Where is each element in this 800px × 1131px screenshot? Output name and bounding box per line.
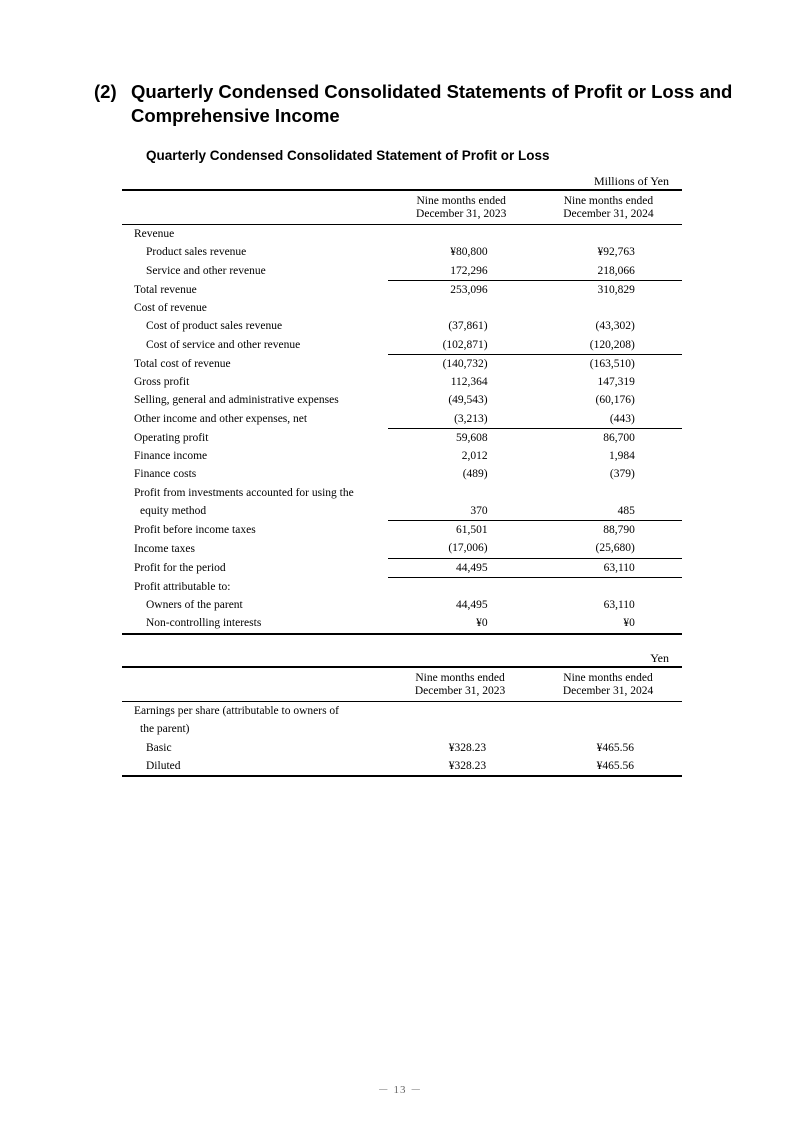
table-row xyxy=(122,614,682,633)
value-2023-text: (37,861) xyxy=(448,320,488,333)
value-2023 xyxy=(388,299,535,317)
value-2024-text: ¥465.56 xyxy=(596,759,635,772)
row-label: Basic xyxy=(146,741,172,754)
value-2024 xyxy=(535,225,682,244)
value-2023-text: (17,006) xyxy=(448,542,488,555)
value-2023-text: 2,012 xyxy=(461,450,488,463)
row-label: equity method xyxy=(140,505,207,518)
value-2024 xyxy=(535,428,682,447)
value-2023 xyxy=(388,447,535,465)
value-2023-text: (140,732) xyxy=(442,357,488,370)
statement-title: Quarterly Condensed Consolidated Statement of Profit or Loss xyxy=(146,148,550,163)
row-label: Gross profit xyxy=(134,376,190,389)
row-label: Diluted xyxy=(122,757,386,776)
table-row xyxy=(122,702,682,721)
value-2023-text: 44,495 xyxy=(456,599,488,612)
value-2024-text: (120,208) xyxy=(589,338,635,351)
value-2024-text: (25,680) xyxy=(595,542,635,555)
value-2024-text: (60,176) xyxy=(595,394,635,407)
value-2024 xyxy=(535,280,682,299)
value-2023 xyxy=(388,225,535,244)
row-label: Non-controlling interests xyxy=(122,614,388,633)
table-row xyxy=(122,373,682,391)
value-2024 xyxy=(535,391,682,409)
value-2023 xyxy=(388,317,535,335)
table-row xyxy=(122,502,682,521)
value-2023-text: 44,495 xyxy=(456,561,488,574)
value-2023 xyxy=(388,262,535,281)
value-2023 xyxy=(386,720,534,738)
table-row xyxy=(122,317,682,335)
table-header-row xyxy=(122,190,682,225)
value-2023 xyxy=(388,614,535,633)
row-label: Profit from investments accounted for using the xyxy=(134,486,354,499)
value-2023-text: 370 xyxy=(470,504,488,517)
value-2023-text: (489) xyxy=(462,468,488,481)
value-2024 xyxy=(535,502,682,521)
header-blank xyxy=(122,190,388,225)
value-2024 xyxy=(534,757,682,776)
value-2023 xyxy=(386,757,534,776)
value-2023-text: ¥0 xyxy=(476,617,488,630)
row-label: Finance costs xyxy=(134,468,197,481)
value-2024-text: (379) xyxy=(609,468,635,481)
table-row xyxy=(122,280,682,299)
value-2024-text: 88,790 xyxy=(603,524,635,537)
value-2024-text: (443) xyxy=(609,412,635,425)
value-2024 xyxy=(535,539,682,558)
value-2023 xyxy=(388,465,535,483)
row-label: Other income and other expenses, net xyxy=(134,412,308,425)
row-label: Earnings per share (attributable to owners of xyxy=(134,705,340,718)
table-row xyxy=(122,577,682,596)
value-2024 xyxy=(535,317,682,335)
value-2023 xyxy=(388,484,535,502)
row-label: Selling, general and administrative expenses xyxy=(134,394,339,407)
value-2024 xyxy=(535,596,682,614)
value-2024 xyxy=(534,702,682,721)
row-label: Cost of product sales revenue xyxy=(146,320,283,333)
value-2024 xyxy=(535,614,682,633)
row-label: the parent) xyxy=(140,723,190,736)
table-row xyxy=(122,410,682,429)
column-header-2023: Nine months ended December 31, 2023 xyxy=(388,190,535,225)
eps-unit-label: Yen xyxy=(650,651,669,665)
header-blank xyxy=(122,667,386,702)
value-2023 xyxy=(388,521,535,540)
column-header-2024: Nine months ended December 31, 2024 xyxy=(534,667,682,702)
value-2024 xyxy=(535,465,682,483)
table-row xyxy=(122,465,682,483)
eps-table xyxy=(122,666,682,777)
value-2024-text: ¥92,763 xyxy=(597,246,635,259)
row-label: Profit for the period xyxy=(134,561,226,574)
value-2024-text: (43,302) xyxy=(595,320,635,333)
value-2024-text: 1,984 xyxy=(608,450,635,463)
value-2024 xyxy=(535,447,682,465)
table-row xyxy=(122,354,682,373)
value-2023 xyxy=(388,243,535,261)
value-2023-text: 172,296 xyxy=(450,264,488,277)
section-number: (2) xyxy=(94,81,117,102)
value-2023 xyxy=(386,739,534,757)
value-2023-text: ¥328.23 xyxy=(448,741,487,754)
value-2023 xyxy=(388,539,535,558)
value-2023 xyxy=(388,558,535,577)
row-label: Profit before income taxes xyxy=(134,523,256,536)
value-2024-text: 218,066 xyxy=(597,264,635,277)
row-label: Operating profit xyxy=(134,431,209,444)
column-header-2024: Nine months ended December 31, 2024 xyxy=(535,190,682,225)
table-row xyxy=(122,428,682,447)
value-2024 xyxy=(534,720,682,738)
row-label: Profit attributable to: xyxy=(134,580,231,593)
row-label: Finance income xyxy=(134,450,208,463)
table-row xyxy=(122,336,682,355)
profit-loss-table xyxy=(122,189,682,635)
row-label: Product sales revenue xyxy=(146,246,247,259)
table-row xyxy=(122,739,682,757)
table-row xyxy=(122,447,682,465)
value-2024-text: 63,110 xyxy=(603,561,635,574)
value-2023 xyxy=(388,577,535,596)
row-label: Owners of the parent xyxy=(146,599,243,612)
value-2023 xyxy=(386,702,534,721)
column-header-2023: Nine months ended December 31, 2023 xyxy=(386,667,534,702)
value-2023-text: (102,871) xyxy=(442,338,488,351)
value-2024 xyxy=(534,739,682,757)
table-row xyxy=(122,299,682,317)
value-2024 xyxy=(535,410,682,429)
table-row xyxy=(122,262,682,281)
value-2024 xyxy=(535,521,682,540)
value-2024-text: 86,700 xyxy=(603,431,635,444)
value-2023-text: (49,543) xyxy=(448,394,488,407)
value-2023 xyxy=(388,336,535,355)
table-row xyxy=(122,484,682,502)
table-row xyxy=(122,757,682,776)
table-header-row xyxy=(122,667,682,702)
page-number: － 13 － xyxy=(377,1084,423,1096)
table-row xyxy=(122,225,682,244)
value-2024 xyxy=(535,484,682,502)
table-row xyxy=(122,243,682,261)
row-label: Cost of revenue xyxy=(134,302,207,315)
value-2023 xyxy=(388,354,535,373)
value-2023-text: 253,096 xyxy=(450,283,488,296)
row-label: Total revenue xyxy=(134,283,197,296)
value-2023 xyxy=(388,280,535,299)
row-label: Service and other revenue xyxy=(146,264,266,277)
value-2023-text: ¥80,800 xyxy=(450,246,488,259)
value-2024 xyxy=(535,558,682,577)
table-row xyxy=(122,596,682,614)
value-2024 xyxy=(535,336,682,355)
value-2023 xyxy=(388,502,535,521)
value-2024 xyxy=(535,262,682,281)
value-2024 xyxy=(535,354,682,373)
value-2024 xyxy=(535,577,682,596)
value-2023 xyxy=(388,391,535,409)
value-2023 xyxy=(388,373,535,391)
value-2024-text: 310,829 xyxy=(597,283,635,296)
value-2024 xyxy=(535,373,682,391)
table-row xyxy=(122,720,682,738)
row-label: Revenue xyxy=(134,228,175,241)
table-row xyxy=(122,558,682,577)
value-2024-text: 485 xyxy=(617,504,635,517)
value-2024 xyxy=(535,243,682,261)
value-2024-text: (163,510) xyxy=(589,357,635,370)
unit-label: Millions of Yen xyxy=(593,174,669,188)
value-2024 xyxy=(535,299,682,317)
value-2024-text: ¥465.56 xyxy=(596,741,635,754)
value-2023 xyxy=(388,596,535,614)
value-2023-text: 59,608 xyxy=(456,431,488,444)
value-2024-text: ¥0 xyxy=(623,617,635,630)
value-2024-text: 63,110 xyxy=(603,599,635,612)
row-label: Income taxes xyxy=(134,542,195,555)
table-row xyxy=(122,521,682,540)
row-label: Total cost of revenue xyxy=(134,357,231,370)
value-2023-text: 112,364 xyxy=(450,376,488,389)
value-2023 xyxy=(388,428,535,447)
table-row xyxy=(122,539,682,558)
value-2023 xyxy=(388,410,535,429)
value-2023-text: ¥328.23 xyxy=(448,759,487,772)
table-row xyxy=(122,391,682,409)
value-2023-text: (3,213) xyxy=(454,412,488,425)
section-title: Quarterly Condensed Consolidated Statements of Profit or Loss and Comprehensive Income xyxy=(131,81,733,126)
value-2024-text: 147,319 xyxy=(597,376,635,389)
row-label: Cost of service and other revenue xyxy=(146,338,301,351)
value-2023-text: 61,501 xyxy=(456,524,488,537)
